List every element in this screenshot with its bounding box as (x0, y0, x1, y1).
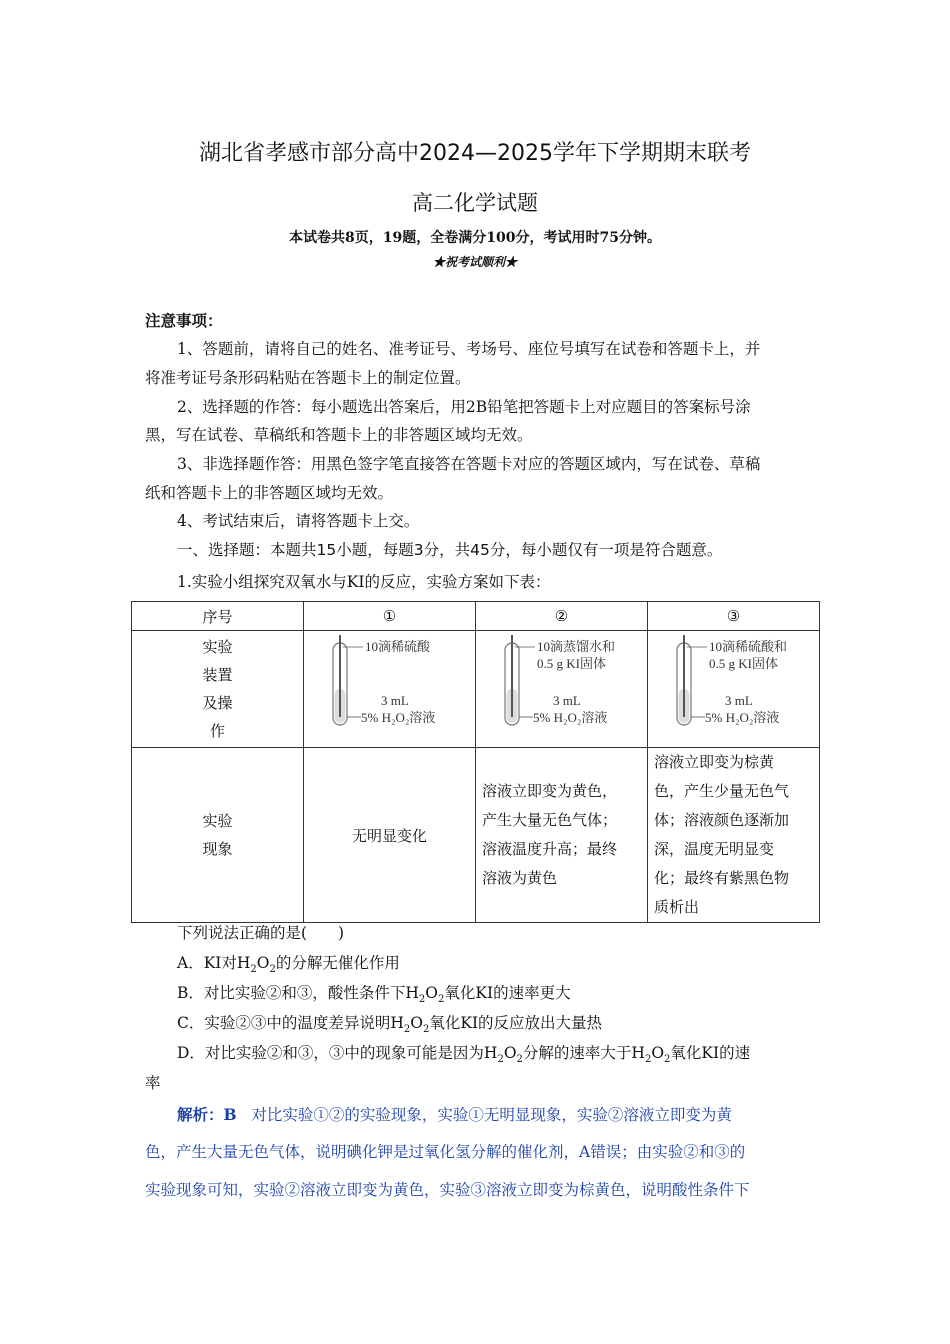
table-col-2: ② (476, 602, 648, 631)
reagent-2-line-2: 0.5 g KI固体 (536, 656, 606, 671)
option-b: B．对比实验②和③，酸性条件下$H_2O_2$氧化KI的速率更大 (177, 984, 571, 1006)
reagent-2-line-1: 10滴蒸馏水和 (536, 639, 615, 654)
exam-subject-title: 高二化学试题 (412, 191, 538, 215)
observation-2: 溶液立即变为黄色， 产生大量无色气体； 溶液温度升高；最终 溶液为黄色 (476, 748, 648, 923)
table-apparatus-row (132, 631, 820, 748)
solution-3: 5% H₂O₂溶液 (704, 710, 779, 725)
question-1-stem: 1.实验小组探究双氧水与KI的反应，实验方案如下表： (177, 573, 551, 591)
apparatus-cell-3 (648, 631, 820, 748)
option-c: C．实验②③中的温度差异说明$H_2O_2$氧化KI的反应放出大量热 (177, 1014, 603, 1036)
note-1-line-1: 1、答题前，请将自己的姓名、准考证号、考场号、座位号填写在试卷和答题卡上，并 (177, 340, 761, 358)
option-a: A．KI对$H_2O_2$的分解无催化作用 (177, 954, 400, 976)
volume-3: 3 mL (724, 693, 753, 708)
solution-1: 5% H₂O₂溶液 (360, 710, 435, 725)
notes-heading: 注意事项： (145, 311, 223, 330)
option-d-line-1: D．对比实验②和③，③中的现象可能是因为$H_2O_2$分解的速率大于$H_2O_2$氧化KI的速 (177, 1044, 751, 1066)
question-1-prompt: 下列说法正确的是( ) (177, 924, 345, 942)
observation-1: 无明显变化 (304, 748, 476, 923)
apparatus-cell-2 (476, 631, 648, 748)
volume-1: 3 mL (380, 693, 409, 708)
table-observation-row (132, 748, 820, 923)
analysis-line-2: 色，产生大量无色气体，说明碘化钾是过氧化氢分解的催化剂，A错误；由实验②和③的 (145, 1143, 746, 1161)
section-prefix: 一、选择题： (177, 541, 271, 559)
section-heading (177, 540, 722, 560)
table-header-label: 序号 (132, 602, 304, 631)
experiment-table (131, 601, 820, 923)
exam-info: 本试卷共8页，19题，全卷满分100分，考试用时75分钟。 (289, 230, 661, 246)
test-tube-2 (477, 631, 647, 743)
analysis-line-1: 解析：B 对比实验①②的实验现象，实验①无明显现象，实验②溶液立即变为黄 (177, 1105, 732, 1124)
note-1-line-2: 将准考证号条形码粘贴在答题卡上的制定位置。 (145, 369, 471, 387)
analysis-label: 解析：B (177, 1105, 237, 1124)
note-3-line-2: 纸和答题卡上的非答题区域均无效。 (145, 484, 394, 502)
analysis-line-3: 实验现象可知，实验②溶液立即变为黄色，实验③溶液立即变为棕黄色，说明酸性条件下 (145, 1181, 750, 1199)
apparatus-row-label: 实验 装置 及操 作 (132, 631, 304, 748)
note-2-line-1: 2、选择题的作答：每小题选出答案后，用2B铅笔把答题卡上对应题目的答案标号涂 (177, 398, 751, 416)
reagent-3-line-1: 10滴稀硫酸和 (708, 639, 787, 654)
solution-2: 5% H₂O₂溶液 (532, 710, 607, 725)
option-d-line-2: 率 (145, 1074, 161, 1092)
note-2-line-2: 黑，写在试卷、草稿纸和答题卡上的非答题区域均无效。 (145, 426, 533, 444)
apparatus-cell-1 (304, 631, 476, 748)
table-col-3: ③ (648, 602, 820, 631)
test-tube-3 (649, 631, 819, 743)
exam-wish: ★祝考试顺利★ (432, 255, 517, 269)
exam-title: 湖北省孝感市部分高中2024—2025学年下学期期末联考 (199, 141, 751, 166)
table-header-row (132, 602, 820, 631)
observation-row-label: 实验 现象 (132, 748, 304, 923)
volume-2: 3 mL (552, 693, 581, 708)
section-text: 本题共15小题，每题3分，共45分，每小题仅有一项是符合题意。 (270, 541, 723, 559)
table-col-1: ① (304, 602, 476, 631)
test-tube-1 (305, 631, 475, 743)
observation-3: 溶液立即变为棕黄 色，产生少量无色气 体；溶液颜色逐渐加 深，温度无明显变 化；最终有紫黑色物 质析出 (648, 748, 820, 923)
reagent-1-line-1: 10滴稀硫酸 (364, 639, 430, 654)
note-4: 4、考试结束后，请将答题卡上交。 (177, 512, 420, 530)
reagent-3-line-2: 0.5 g KI固体 (708, 656, 778, 671)
note-3-line-1: 3、非选择题作答：用黑色签字笔直接答在答题卡对应的答题区域内，写在试卷、草稿 (177, 455, 761, 473)
